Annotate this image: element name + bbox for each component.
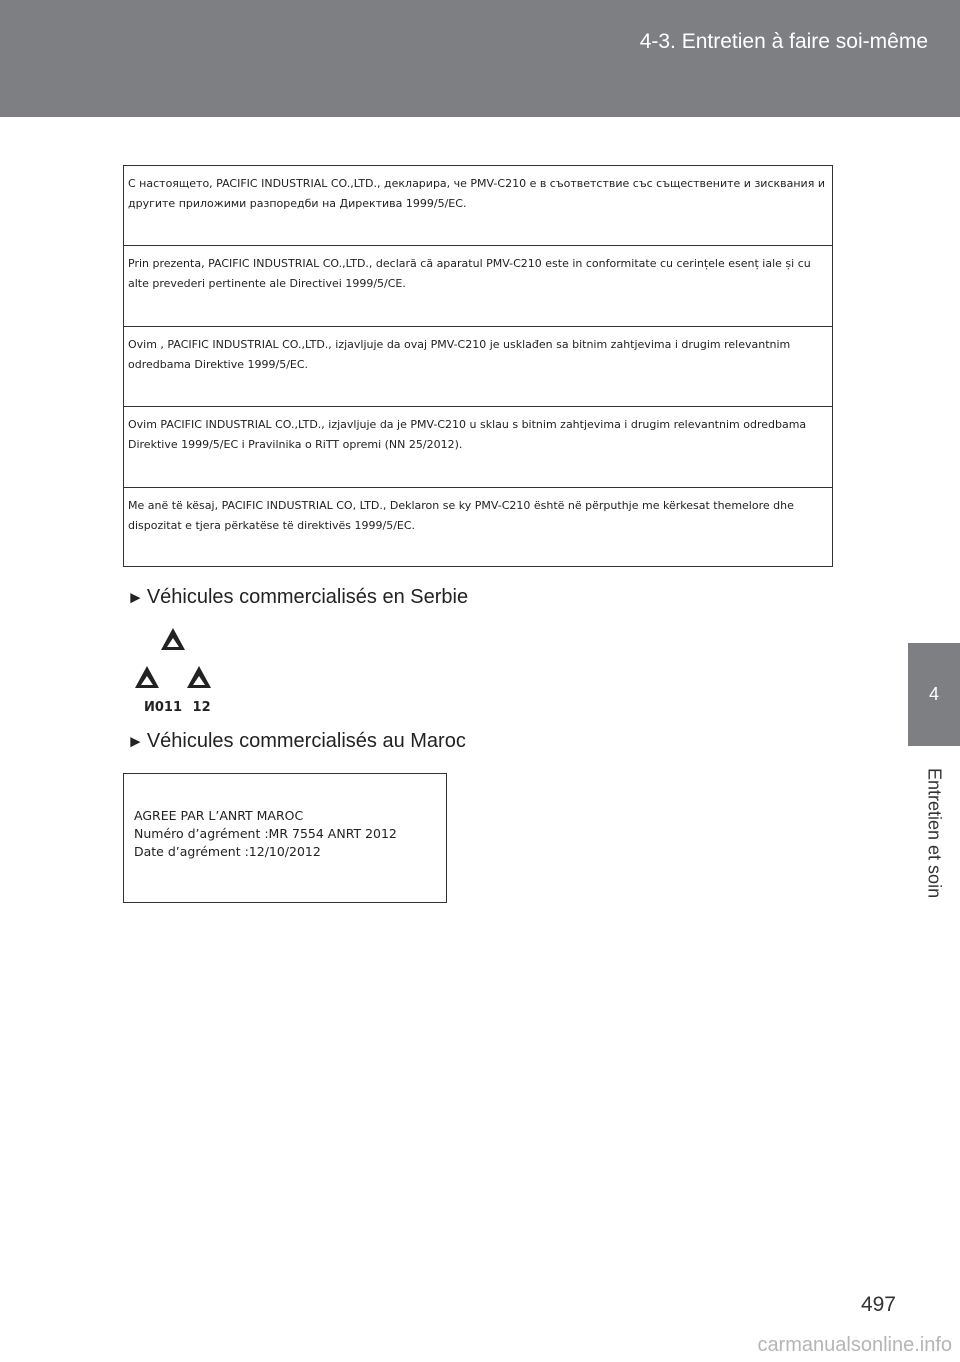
maroc-heading	[127, 730, 466, 753]
page-header	[0, 0, 960, 117]
maroc-approval-box	[123, 773, 447, 903]
chapter-label-text: Entretien et soin	[924, 767, 945, 899]
arrow-right-icon: ►	[127, 732, 144, 751]
declaration-bosnian: Ovim , PACIFIC INDUSTRIAL CO.,LTD., izjavljuje da ovaj PMV-C210 je usklađen sa bitnim zahtjevima i drugim relevantnim odredbama Direktive 1999/5/EC.	[124, 327, 832, 407]
maroc-line-1: AGREE PAR L’ANRT MAROC	[134, 808, 304, 823]
chapter-tab-label	[908, 758, 960, 908]
serbia-heading	[127, 586, 468, 609]
declaration-albanian: Me anë të kësaj, PACIFIC INDUSTRIAL CO, LTD., Deklaron se ky PMV-C210 është në përputhje me kërkesat themelore dhe dispozitat e tjera përkatëse të direktivës 1999/5/EC.	[128, 498, 794, 532]
page-number: 497	[860, 1293, 896, 1316]
serbia-mark-code: И011 12	[144, 700, 211, 715]
chapter-tab-number: 4	[908, 643, 960, 746]
declaration-bulgarian: С настоящето, PACIFIC INDUSTRIAL CO.,LTD., декларира, че PMV-C210 е в съответствие със съществените и зисквания и другите приложими разпоредби на Директива 1999/5/EC.	[124, 166, 832, 246]
maroc-line-3: Date d’agrément :12/10/2012	[134, 844, 321, 859]
serbia-heading-text: Véhicules commercialisés en Serbie	[146, 586, 469, 608]
watermark: carmanualsonline.info	[757, 1334, 952, 1356]
section-title: 4-3. Entretien à faire soi-même	[639, 30, 928, 53]
maroc-heading-text: Véhicules commercialisés au Maroc	[146, 730, 466, 752]
arrow-right-icon: ►	[127, 588, 144, 607]
declaration-romanian: Prin prezenta, PACIFIC INDUSTRIAL CO.,LTD., declară că aparatul PMV-C210 este in conformitate cu cerințele esenț iale și cu alte prevederi pertinente ale Directivei 1999/5/CE.	[124, 246, 832, 326]
declaration-croatian: Ovim PACIFIC INDUSTRIAL CO.,LTD., izjavljuje da je PMV-C210 u sklau s bitnim zahtjevima i drugim relevantnim odredbama Direktive 1999/5/EC i Pravilnika o RiTT opremi (NN 25/2012).	[124, 407, 832, 487]
maroc-line-2: Numéro d’agrément :MR 7554 ANRT 2012	[134, 826, 397, 841]
declaration-table	[123, 165, 833, 567]
